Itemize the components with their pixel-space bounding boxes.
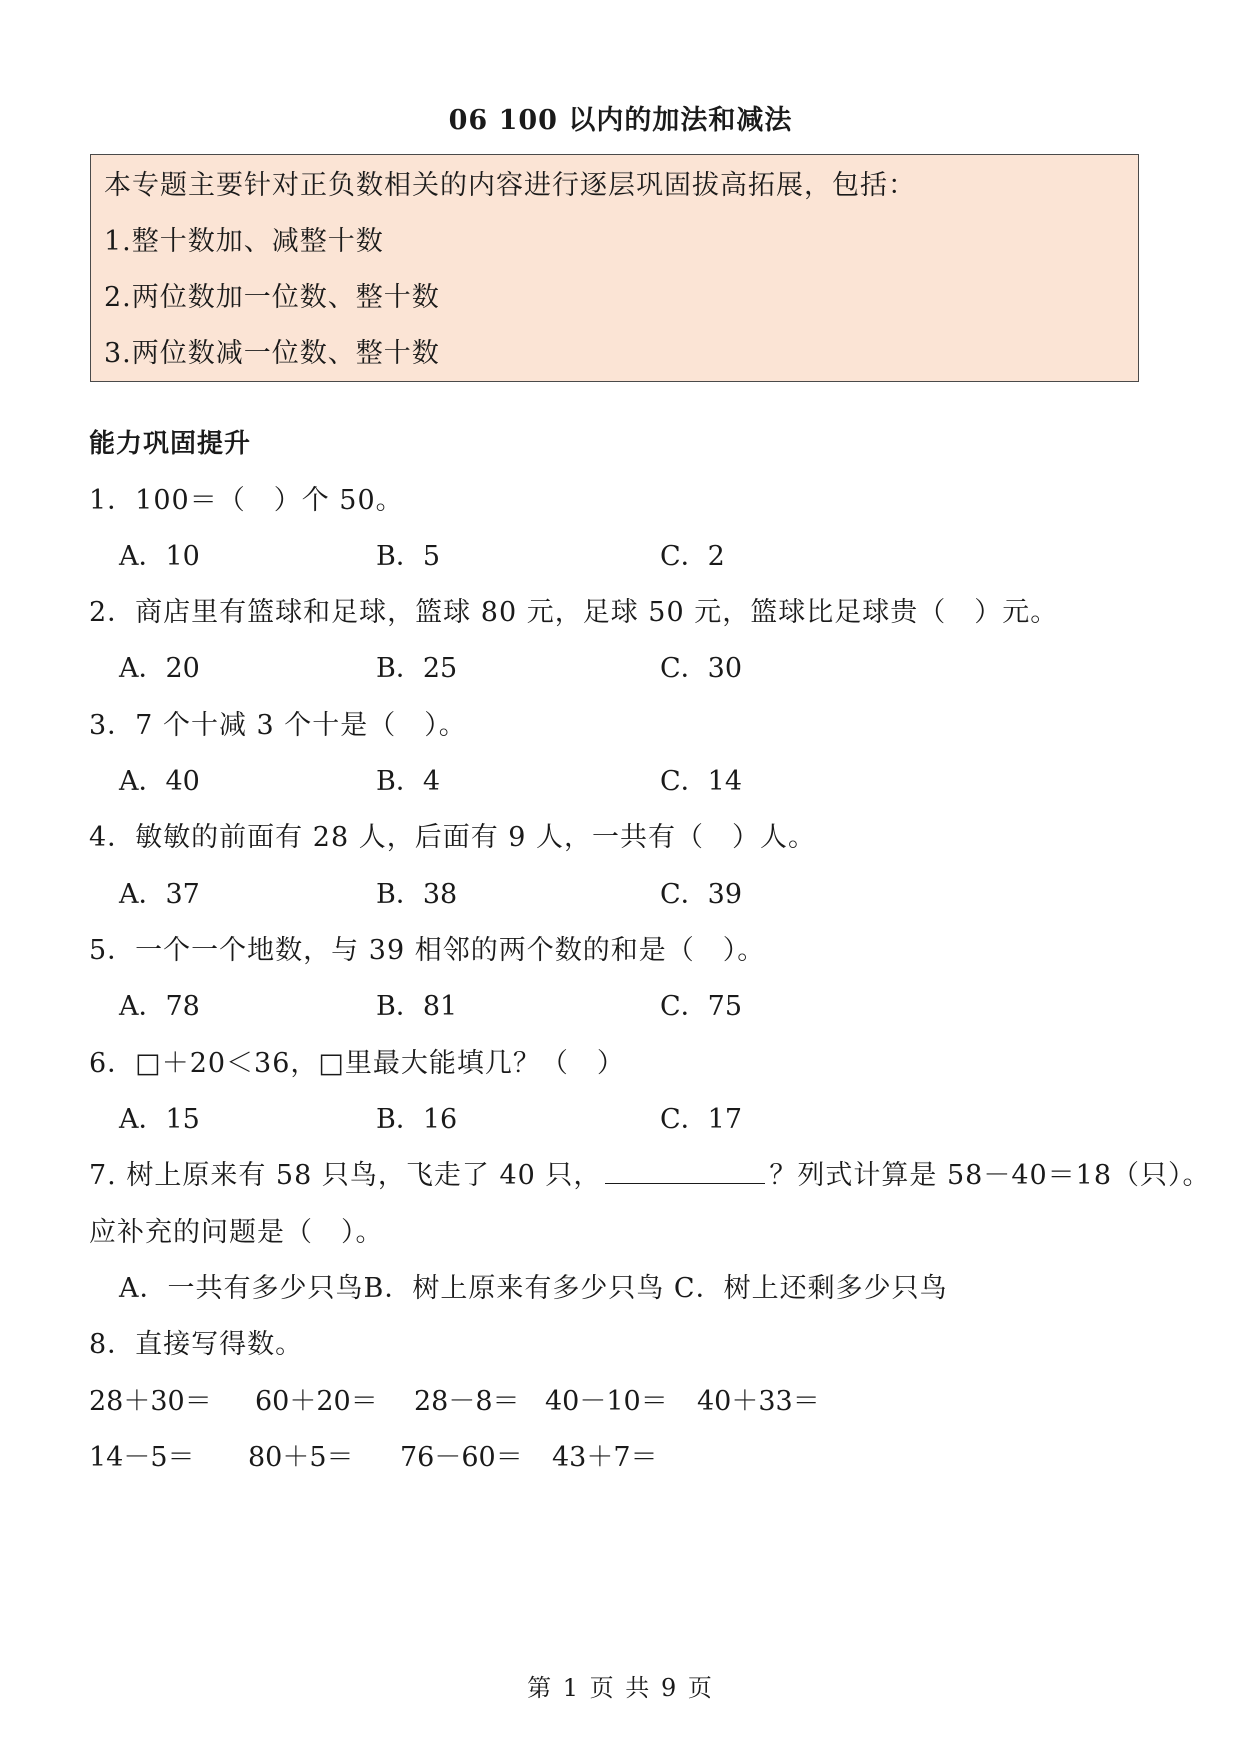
question-5-option-c: C．75 xyxy=(660,991,743,1022)
intro-line: 2.两位数加一位数、整十数 xyxy=(104,282,440,313)
question-2-option-c: C．30 xyxy=(660,653,743,684)
question-4-option-a: A．37 xyxy=(119,879,200,910)
intro-line: 本专题主要针对正负数相关的内容进行逐层巩固拔高拓展，包括： xyxy=(104,170,916,201)
calc-item: 76－60＝ xyxy=(400,1442,523,1473)
question-3-option-b: B．4 xyxy=(376,766,441,797)
question-3-option-a: A．40 xyxy=(119,766,200,797)
question-1-option-b: B．5 xyxy=(376,541,441,572)
calc-item: 40－10＝ xyxy=(545,1386,668,1417)
question-5-option-b: B．81 xyxy=(376,991,458,1022)
question-7-line2: 应补充的问题是（ ）。 xyxy=(89,1217,384,1248)
question-1-option-c: C．2 xyxy=(660,541,725,572)
question-1: 1．100＝（ ）个 50。 xyxy=(89,485,404,516)
question-2-option-b: B．25 xyxy=(376,653,458,684)
question-2: 2．商店里有篮球和足球，篮球 80 元，足球 50 元，篮球比足球贵（ ）元。 xyxy=(89,597,1059,628)
question-6-option-b: B．16 xyxy=(376,1104,458,1135)
question-2-option-a: A．20 xyxy=(119,653,200,684)
intro-line: 1.整十数加、减整十数 xyxy=(104,226,384,257)
answer-blank xyxy=(605,1161,765,1184)
question-3-option-c: C．14 xyxy=(660,766,743,797)
page-footer: 第 1 页 共 9 页 xyxy=(527,1674,714,1702)
question-4-option-c: C．39 xyxy=(660,879,743,910)
question-5: 5．一个一个地数，与 39 相邻的两个数的和是（ ）。 xyxy=(89,935,766,966)
question-1-option-a: A．10 xyxy=(119,541,200,572)
calc-item: 14－5＝ xyxy=(89,1442,195,1473)
intro-line: 3.两位数减一位数、整十数 xyxy=(104,338,440,369)
calc-item: 60＋20＝ xyxy=(255,1386,378,1417)
question-4-option-b: B．38 xyxy=(376,879,458,910)
question-5-option-a: A．78 xyxy=(119,991,200,1022)
intro-box xyxy=(90,154,1139,382)
question-7-part1: 7. 树上原来有 58 只鸟，飞走了 40 只， xyxy=(89,1160,602,1191)
question-3: 3．7 个十减 3 个十是（ ）。 xyxy=(89,710,467,741)
calc-item: 28＋30＝ xyxy=(89,1386,212,1417)
question-7 xyxy=(89,1153,1211,1192)
question-7-part2: ？列式计算是 58－40＝18（只）。 xyxy=(769,1160,1211,1191)
calc-item: 80＋5＝ xyxy=(248,1442,354,1473)
question-8: 8．直接写得数。 xyxy=(89,1329,304,1360)
question-6-option-c: C．17 xyxy=(660,1104,743,1135)
question-6-option-a: A．15 xyxy=(119,1104,200,1135)
question-7-options: A．一共有多少只鸟B．树上原来有多少只鸟 C．树上还剩多少只鸟 xyxy=(119,1273,948,1304)
question-6: 6．□＋20＜36，□里最大能填几？（ ） xyxy=(89,1048,625,1079)
question-4: 4．敏敏的前面有 28 人，后面有 9 人，一共有（ ）人。 xyxy=(89,822,817,853)
calc-item: 28－8＝ xyxy=(414,1386,520,1417)
section-title: 能力巩固提升 xyxy=(89,429,252,459)
calc-item: 43＋7＝ xyxy=(552,1442,658,1473)
calc-item: 40＋33＝ xyxy=(697,1386,820,1417)
page-title: 06 100 以内的加法和减法 xyxy=(448,105,793,136)
